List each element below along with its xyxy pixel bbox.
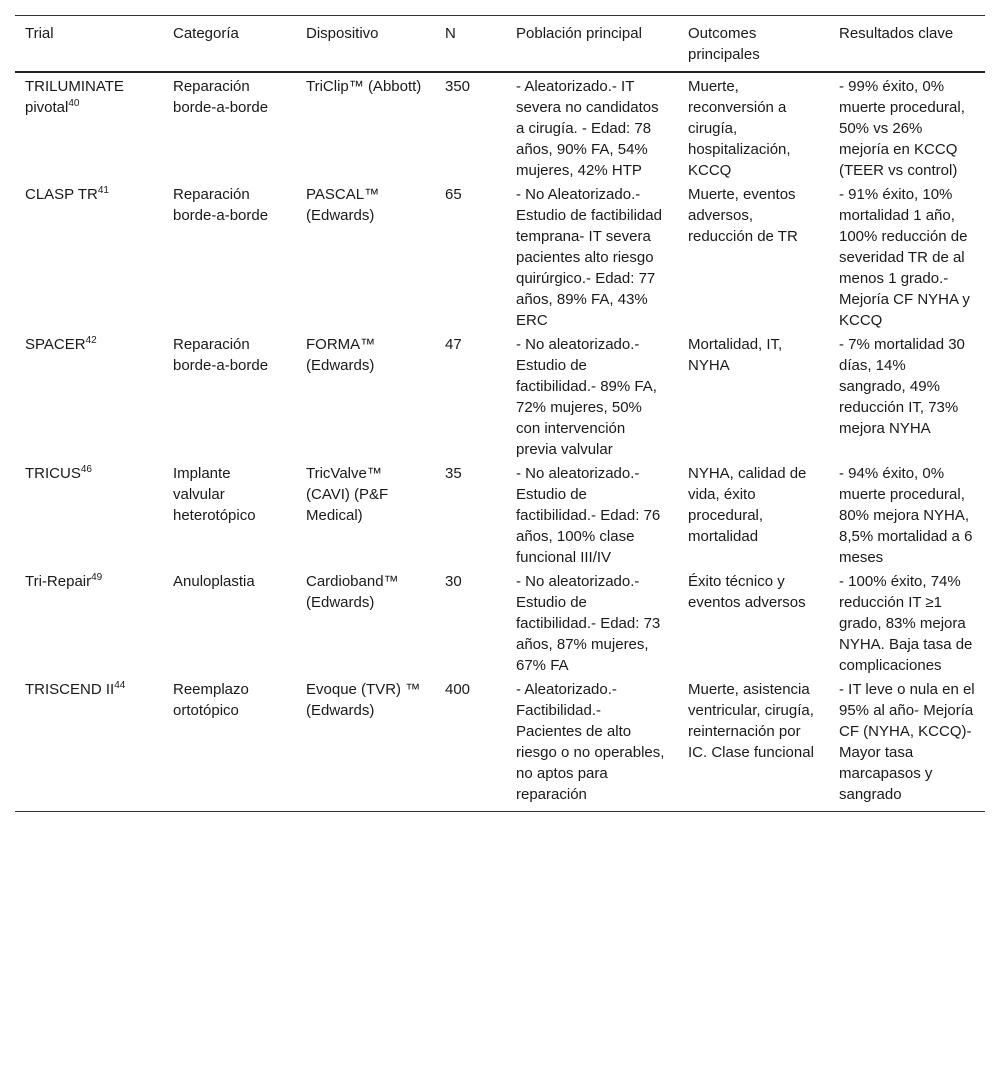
cell-outcomes: Muerte, eventos adversos, reducción de TR [688,186,798,245]
cell-trial [15,676,163,812]
cell-results: - IT leve o nula en el 95% al año- Mejoría CF (NYHA, KCCQ)- Mayor tasa marcapasos y sangrado [839,681,975,803]
table-row [15,331,985,460]
trial-name: SPACER [25,336,86,353]
reference-number: 44 [114,680,126,691]
cell-device: FORMA™ (Edwards) [306,336,376,374]
cell-n: 30 [445,573,462,590]
header-population: Población principal [516,25,642,42]
cell-category: Implante valvular heterotópico [173,465,256,524]
header-device: Dispositivo [306,25,379,42]
reference-number: 41 [97,185,109,196]
header-trial: Trial [25,25,54,42]
header-outcomes: Outcomes principales [688,25,760,63]
cell-results: - 7% mortalidad 30 días, 14% sangrado, 49% reducción IT, 73% mejora NYHA [839,336,965,437]
cell-trial [15,568,163,676]
cell-category: Reparación borde-a-borde [173,78,269,116]
cell-population: - No aleatorizado.- Estudio de factibilidad.- Edad: 76 años, 100% clase funcional III/IV [516,465,661,566]
cell-category: Reemplazo ortotópico [173,681,249,719]
cell-outcomes: Éxito técnico y eventos adversos [688,573,806,611]
cell-outcomes: Muerte, asistencia ventricular, cirugía, reinternación por IC. Clase funcional [688,681,814,761]
header-category: Categoría [173,25,239,42]
cell-category: Anuloplastia [173,573,255,590]
cell-n: 35 [445,465,462,482]
clinical-trials-table [15,15,985,812]
trial-name: CLASP TR [25,186,98,203]
cell-results: - 91% éxito, 10% mortalidad 1 año, 100% reducción de severidad TR de al menos 1 grado.- Mejoría CF NYHA y KCCQ [839,186,970,329]
table-row [15,568,985,676]
table-container [15,15,985,812]
cell-trial [15,460,163,568]
cell-results: - 100% éxito, 74% reducción IT ≥1 grado, 83% mejora NYHA. Baja tasa de complicaciones [839,573,973,674]
table-row [15,72,985,181]
reference-number: 46 [80,464,92,475]
cell-trial [15,331,163,460]
cell-device: Cardioband™ (Edwards) [306,573,399,611]
cell-n: 350 [445,78,471,95]
cell-device: TricValve™ (CAVI) (P&F Medical) [306,465,389,524]
header-n: N [445,25,456,42]
reference-number: 40 [68,98,80,109]
cell-outcomes: Mortalidad, IT, NYHA [688,336,783,374]
cell-population: - Aleatorizado.- Factibilidad.- Pacientes de alto riesgo o no operables, no aptos para reparación [516,681,665,803]
cell-trial [15,72,163,181]
trial-name: Tri-Repair [25,573,92,590]
trial-name: TRICUS [25,465,81,482]
cell-outcomes: NYHA, calidad de vida, éxito procedural, mortalidad [688,465,807,545]
cell-results: - 94% éxito, 0% muerte procedural, 80% mejora NYHA, 8,5% mortalidad a 6 meses [839,465,973,566]
table-row [15,676,985,812]
cell-device: TriClip™ (Abbott) [306,78,422,95]
table-header [15,16,985,73]
cell-n: 47 [445,336,462,353]
table-row [15,460,985,568]
cell-population: - No Aleatorizado.- Estudio de factibilidad temprana- IT severa pacientes alto riesgo quirúrgico.- Edad: 77 años, 89% FA, 43% ERC [516,186,662,329]
cell-n: 400 [445,681,471,698]
cell-device: Evoque (TVR) ™ (Edwards) [306,681,421,719]
table-row [15,181,985,331]
reference-number: 49 [91,572,103,583]
cell-population: - Aleatorizado.- IT severa no candidatos a cirugía. - Edad: 78 años, 90% FA, 54% mujeres, 42% HTP [516,78,659,179]
header-results: Resultados clave [839,25,954,42]
cell-device: PASCAL™ (Edwards) [306,186,380,224]
cell-population: - No aleatorizado.- Estudio de factibilidad.- 89% FA, 72% mujeres, 50% con intervención previa valvular [516,336,657,458]
cell-population: - No aleatorizado.- Estudio de factibilidad.- Edad: 73 años, 87% mujeres, 67% FA [516,573,661,674]
reference-number: 42 [85,335,97,346]
cell-category: Reparación borde-a-borde [173,186,269,224]
table-body [15,72,985,812]
cell-outcomes: Muerte, reconversión a cirugía, hospitalización, KCCQ [688,78,791,179]
header-row [15,16,985,73]
cell-category: Reparación borde-a-borde [173,336,269,374]
cell-results: - 99% éxito, 0% muerte procedural, 50% vs 26% mejoría en KCCQ (TEER vs control) [839,78,965,179]
cell-n: 65 [445,186,462,203]
cell-trial [15,181,163,331]
trial-name: TRISCEND II [25,681,115,698]
trial-name: TRILUMINATE pivotal [25,78,124,116]
